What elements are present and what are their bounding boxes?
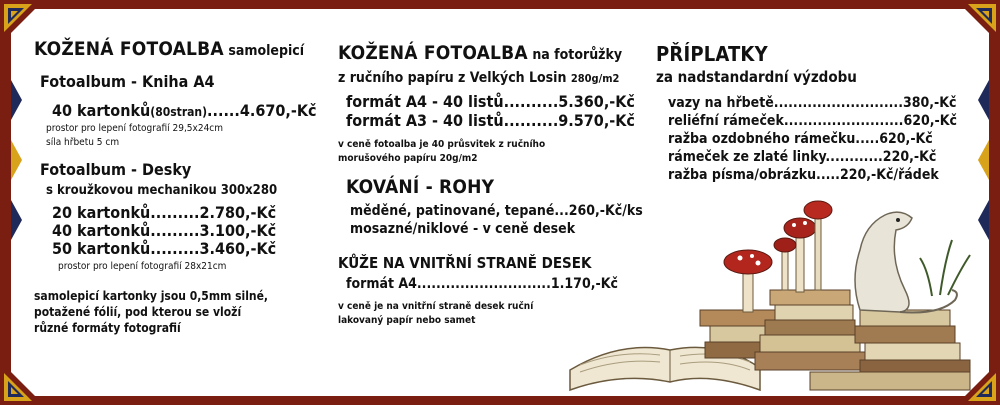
format-price-list xyxy=(346,92,658,130)
subtitle-small: 280g/m2 xyxy=(570,72,620,85)
kovani-item-copper: měděné, patinované, tepané...260,-Kč/ks xyxy=(350,203,643,219)
kniha-item: 40 kartonků xyxy=(52,101,151,120)
desky-price-40: 40 kartonků.........3.100,-Kč xyxy=(52,221,277,240)
subtitle: z ručního papíru z Velkých Losin xyxy=(338,70,567,86)
footer-line-2: potažené fólií, pod kterou se vloží xyxy=(34,305,242,319)
format-a4-price: formát A4 - 40 listů..........5.360,-Kč xyxy=(346,92,635,111)
desky-price-20: 20 kartonků.........2.780,-Kč xyxy=(52,203,277,222)
kniha-item-small: (80stran) xyxy=(150,105,208,119)
kuze-heading: KŮŽE NA VNITŘNÍ STRANĚ DESEK xyxy=(338,254,592,272)
kniha-note-1: prostor pro lepení fotografií 29,5x24cm xyxy=(46,123,224,134)
album-note-2: morušového papíru 20g/m2 xyxy=(338,153,478,164)
column-surcharges xyxy=(656,42,976,184)
album-note-1: v ceně fotoalba je 40 průsvitek z ručního xyxy=(338,139,546,150)
footer-line-1: samolepicí kartonky jsou 0,5mm silné, xyxy=(34,289,269,303)
surcharges-title: PŘÍPLATKY xyxy=(656,42,768,66)
desky-price-50: 50 kartonků.........3.460,-Kč xyxy=(52,239,277,258)
kuze-note-2: lakovaný papír nebo samet xyxy=(338,315,476,326)
corner-ornament-top-right xyxy=(956,0,1000,44)
section-title xyxy=(338,42,658,64)
kuze-note-1: v ceně je na vnitřní straně desek ruční xyxy=(338,301,534,312)
footer-line-3: různé formáty fotografií xyxy=(34,321,181,335)
desky-price-list xyxy=(52,204,334,258)
footer-note xyxy=(34,288,334,336)
kniha-note-2: síla hřbetu 5 cm xyxy=(46,137,120,148)
section-title xyxy=(34,38,334,60)
title-main: KOŽENÁ FOTOALBA xyxy=(338,42,528,64)
surcharge-gold-line-frame: rámeček ze zlaté linky............220,-Kč xyxy=(668,149,937,165)
subtitle-line xyxy=(338,70,658,86)
title-suffix: na fotorůžky xyxy=(532,47,623,63)
kniha-heading: Fotoalbum - Kniha A4 xyxy=(40,72,215,91)
desky-note: prostor pro lepení fotografií 28x21cm xyxy=(58,261,227,272)
right-side-ornament xyxy=(978,60,1000,260)
kovani-heading: KOVÁNÍ - ROHY xyxy=(346,176,495,198)
kovani-item-brass: mosazné/niklové - v ceně desek xyxy=(350,221,576,237)
title-main: KOŽENÁ FOTOALBA xyxy=(34,38,224,60)
kniha-price-line xyxy=(52,101,334,120)
surcharge-lettering: ražba písma/obrázku.....220,-Kč/řádek xyxy=(668,167,939,183)
surcharge-embossed-frame: ražba ozdobného rámečku.....620,-Kč xyxy=(668,131,933,147)
surcharge-spine-bands: vazy na hřbetě...........................380,-Kč xyxy=(668,95,957,111)
desky-subheading: s kroužkovou mechanikou 300x280 xyxy=(46,183,278,198)
kuze-price: formát A4............................1.170,-Kč xyxy=(346,276,618,292)
kniha-price: ......4.670,-Kč xyxy=(207,101,317,120)
books-mushrooms-ferret-illustration xyxy=(560,200,980,396)
desky-heading: Fotoalbum - Desky xyxy=(40,160,192,179)
surcharge-relief-frame: reliéfní rámeček.........................620,-Kč xyxy=(668,113,957,129)
format-a3-price: formát A3 - 40 listů..........9.570,-Kč xyxy=(346,111,635,130)
column-leather-albums-selfadhesive xyxy=(34,38,334,336)
surcharges-subtitle: za nadstandardní výzdobu xyxy=(656,68,857,86)
corner-ornament-bottom-left xyxy=(0,361,44,405)
title-suffix: samolepicí xyxy=(228,43,305,59)
left-side-ornament xyxy=(0,60,22,260)
surcharges-list xyxy=(668,94,976,184)
